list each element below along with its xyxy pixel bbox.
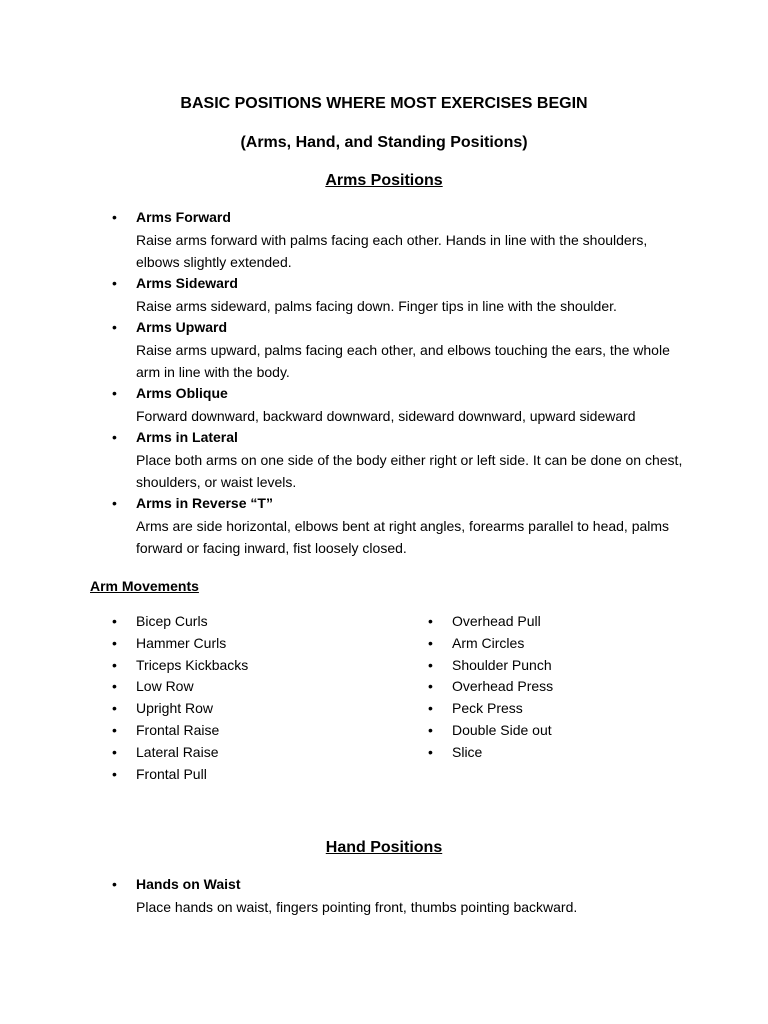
position-description: Place hands on waist, fingers pointing front, thumbs pointing backward. — [136, 899, 578, 915]
bullet-icon: • — [112, 319, 117, 335]
movement-label: Overhead Pull — [452, 613, 541, 629]
movement-label: Arm Circles — [452, 634, 525, 651]
list-item — [428, 611, 708, 633]
bullet-icon: • — [112, 495, 117, 511]
list-item — [112, 698, 392, 720]
bullet-icon: • — [112, 876, 117, 892]
bullet-icon: • — [428, 700, 433, 717]
list-item — [112, 493, 692, 559]
list-item — [112, 427, 692, 493]
position-title: Arms Oblique — [136, 385, 228, 401]
movement-label: Frontal Raise — [136, 721, 220, 738]
document-title: BASIC POSITIONS WHERE MOST EXERCISES BEGIN — [180, 95, 588, 112]
list-item — [112, 611, 392, 633]
arms-positions-heading-row — [0, 171, 768, 191]
bullet-icon: • — [112, 275, 117, 291]
list-item — [112, 764, 392, 786]
hand-positions-heading: Hand Positions — [325, 839, 443, 856]
list-item — [112, 742, 392, 764]
position-description: Place both arms on one side of the body either right or left side. It can be done on chest, shoulders, or waist levels. — [136, 452, 683, 490]
arm-movements-left-column — [112, 611, 392, 785]
list-item — [112, 317, 692, 383]
position-title: Arms in Reverse “T” — [136, 495, 273, 511]
arms-positions-heading: Arms Positions — [325, 172, 443, 189]
position-description: Forward downward, backward downward, sideward downward, upward sideward — [136, 408, 636, 424]
movement-label: Overhead Press — [452, 678, 554, 695]
movement-label: Low Row — [136, 678, 194, 695]
bullet-icon: • — [112, 385, 117, 401]
hand-positions-heading-row — [0, 838, 768, 858]
arm-movements-heading: Arm Movements — [90, 578, 199, 594]
movement-label: Hammer Curls — [136, 634, 227, 651]
bullet-icon: • — [112, 700, 117, 717]
bullet-icon: • — [112, 634, 117, 651]
bullet-icon: • — [112, 721, 117, 738]
bullet-icon: • — [428, 613, 433, 629]
bullet-icon: • — [428, 743, 433, 760]
bullet-icon: • — [112, 429, 117, 445]
bullet-icon: • — [112, 613, 117, 629]
bullet-icon: • — [112, 765, 117, 782]
list-item — [428, 720, 708, 742]
bullet-icon: • — [112, 209, 117, 225]
list-item — [112, 874, 692, 918]
movement-label: Triceps Kickbacks — [136, 656, 249, 673]
movement-label: Peck Press — [452, 700, 523, 717]
list-item — [112, 655, 392, 677]
movement-label: Frontal Pull — [136, 765, 207, 782]
position-title: Arms Upward — [136, 319, 228, 335]
bullet-icon: • — [112, 743, 117, 760]
position-title: Arms in Lateral — [136, 429, 238, 445]
bullet-icon: • — [112, 656, 117, 673]
position-title: Arms Sideward — [136, 275, 238, 291]
movement-label: Slice — [452, 743, 483, 760]
movement-label: Double Side out — [452, 721, 552, 738]
bullet-icon: • — [428, 721, 433, 738]
list-item — [112, 207, 692, 273]
list-item — [428, 676, 708, 698]
position-title: Arms Forward — [136, 209, 231, 225]
position-description: Arms are side horizontal, elbows bent at right angles, forearms parallel to head, palms forward or facing inward, fist loosely closed. — [136, 518, 670, 556]
list-item — [428, 698, 708, 720]
list-item — [112, 273, 692, 317]
movement-label: Upright Row — [136, 700, 214, 717]
list-item — [112, 720, 392, 742]
movement-label: Shoulder Punch — [452, 656, 552, 673]
bullet-icon: • — [112, 678, 117, 695]
list-item — [112, 676, 392, 698]
bullet-icon: • — [428, 656, 433, 673]
list-item — [428, 655, 708, 677]
arms-positions-list — [112, 207, 692, 559]
position-title: Hands on Waist — [136, 876, 241, 892]
position-description: Raise arms sideward, palms facing down. Finger tips in line with the shoulder. — [136, 298, 617, 314]
list-item — [428, 633, 708, 655]
hand-positions-list — [112, 874, 692, 918]
bullet-icon: • — [428, 678, 433, 695]
list-item — [112, 383, 692, 427]
position-description: Raise arms forward with palms facing each other. Hands in line with the shoulders, elbows slightly extended. — [136, 232, 648, 270]
list-item — [112, 633, 392, 655]
list-item — [428, 742, 708, 764]
bullet-icon: • — [428, 634, 433, 651]
movement-label: Bicep Curls — [136, 613, 208, 629]
position-description: Raise arms upward, palms facing each other, and elbows touching the ears, the whole arm in line with the body. — [136, 342, 670, 380]
arm-movements-right-column — [428, 611, 708, 764]
movement-label: Lateral Raise — [136, 743, 219, 760]
document-subtitle: (Arms, Hand, and Standing Positions) — [240, 134, 528, 151]
